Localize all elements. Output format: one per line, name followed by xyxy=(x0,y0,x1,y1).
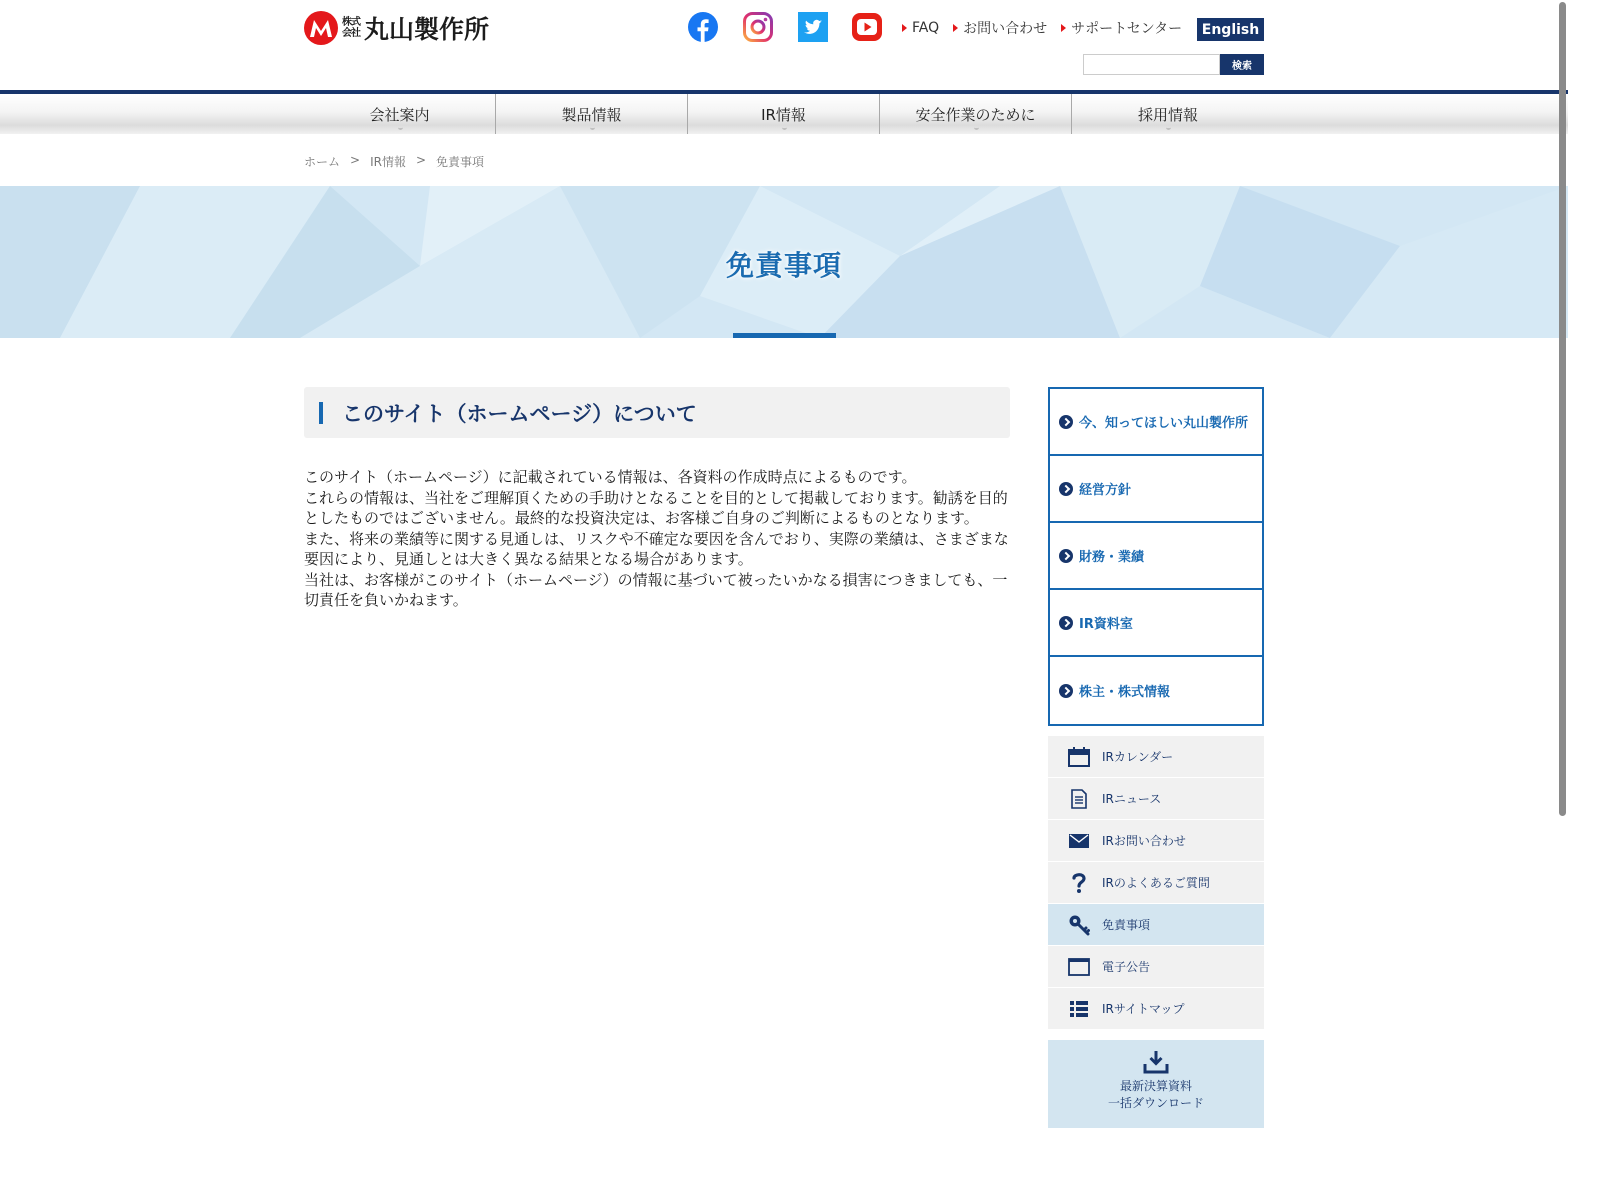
page-scrollbar-track[interactable] xyxy=(1568,0,1600,1200)
chevron-right-icon xyxy=(1059,684,1073,698)
breadcrumb-separator: > xyxy=(415,153,427,167)
chevron-right-icon xyxy=(1059,482,1073,496)
company-logo[interactable] xyxy=(304,10,489,46)
breadcrumb-ir[interactable]: IR情報 xyxy=(370,155,406,169)
sidenav-item-financials[interactable] xyxy=(1050,523,1262,590)
site-header xyxy=(0,0,1568,92)
gnav-item-safety[interactable]: 安全作業のために xyxy=(880,94,1072,134)
page-title: 免責事項 xyxy=(725,249,842,282)
sublink-ir-faq[interactable] xyxy=(1048,862,1264,904)
search-input[interactable] xyxy=(1083,54,1220,75)
sidenav-item-stock-info[interactable] xyxy=(1050,657,1262,724)
list-icon xyxy=(1068,998,1090,1020)
logo-kk-bottom: 会社 xyxy=(342,28,360,39)
download-label-line1: 最新決算資料 xyxy=(1119,1079,1192,1093)
calendar-icon xyxy=(1068,746,1090,768)
breadcrumb-current: 免責事項 xyxy=(436,155,485,169)
sublink-ir-contact[interactable] xyxy=(1048,820,1264,862)
sublink-ir-news[interactable] xyxy=(1048,778,1264,820)
sublink-disclaimer[interactable] xyxy=(1048,904,1264,946)
sidenav-label: 財務・業績 xyxy=(1079,550,1145,565)
page-hero xyxy=(0,186,1568,338)
facebook-icon[interactable] xyxy=(688,12,718,42)
sidenav-label: 今、知ってほしい丸山製作所 xyxy=(1079,416,1249,431)
sublink-label: 免責事項 xyxy=(1102,918,1151,932)
gnav-item-products[interactable]: 製品情報 xyxy=(496,94,688,134)
disclaimer-paragraph: 当社は、お客様がこのサイト（ホームページ）の情報に基づいて被ったいかなる損害につきましても、一切責任を負いかねます。 xyxy=(304,570,1008,609)
window-icon xyxy=(1068,956,1090,978)
logo-mark-icon xyxy=(304,11,338,45)
chevron-right-icon xyxy=(1059,549,1073,563)
instagram-icon[interactable] xyxy=(743,12,773,42)
sublink-ir-sitemap[interactable] xyxy=(1048,988,1264,1030)
breadcrumb xyxy=(304,153,484,170)
disclaimer-paragraph: また、将来の業績等に関する見通しは、リスクや不確定な要因を含んでおり、実際の業績は、さまざまな要因により、見通しとは大きく異なる結果となる場合があります。 xyxy=(304,529,1009,568)
sidenav-label: 株主・株式情報 xyxy=(1079,685,1171,700)
sidenav-label: 経営方針 xyxy=(1079,483,1132,498)
gnav-item-recruit[interactable]: 採用情報 xyxy=(1072,94,1264,134)
download-latest-financials-button[interactable] xyxy=(1048,1040,1264,1128)
sublink-label: IRお問い合わせ xyxy=(1102,834,1186,848)
sublink-label: 電子公告 xyxy=(1102,960,1151,974)
gnav-item-ir[interactable]: IR情報 xyxy=(688,94,880,134)
youtube-icon[interactable] xyxy=(852,12,882,42)
top-utility-links xyxy=(902,18,1182,38)
twitter-icon[interactable] xyxy=(798,12,828,42)
key-icon xyxy=(1068,914,1090,936)
ir-side-nav xyxy=(1048,387,1264,726)
english-button[interactable]: English xyxy=(1197,18,1264,41)
document-icon xyxy=(1068,788,1090,810)
breadcrumb-home[interactable]: ホーム xyxy=(304,155,341,169)
logo-company-name: 丸山製作所 xyxy=(364,15,490,44)
gnav-item-company[interactable]: 会社案内 xyxy=(304,94,496,134)
chevron-right-icon xyxy=(1059,616,1073,630)
page-scrollbar-thumb[interactable] xyxy=(1559,2,1566,816)
section-heading xyxy=(304,387,1010,438)
faq-link[interactable]: FAQ xyxy=(902,18,939,38)
mail-icon xyxy=(1068,830,1090,852)
support-center-link[interactable]: サポートセンター xyxy=(1061,18,1182,38)
sublink-label: IRカレンダー xyxy=(1102,750,1174,764)
logo-kk-top: 株式 xyxy=(342,17,360,28)
sidenav-item-know-maruyama[interactable] xyxy=(1050,389,1262,456)
global-nav xyxy=(0,90,1568,134)
download-label-line2: 一括ダウンロード xyxy=(1107,1096,1204,1110)
sidenav-item-management-policy[interactable] xyxy=(1050,456,1262,523)
sidenav-label: IR資料室 xyxy=(1079,617,1133,632)
sublink-label: IRのよくあるご質問 xyxy=(1102,876,1210,890)
section-heading-text: このサイト（ホームページ）について xyxy=(342,401,697,426)
question-icon xyxy=(1068,872,1090,894)
disclaimer-body xyxy=(304,467,1014,611)
disclaimer-paragraph: これらの情報は、当社をご理解頂くための手助けとなることを目的として掲載しております。勧誘を目的としたものではございません。最終的な投資決定は、お客様ご自身のご判断によるものとなります。 xyxy=(304,488,1008,527)
contact-link[interactable]: お問い合わせ xyxy=(953,18,1047,38)
chevron-right-icon xyxy=(1059,415,1073,429)
sublink-label: IRサイトマップ xyxy=(1102,1002,1185,1016)
sublink-e-notice[interactable] xyxy=(1048,946,1264,988)
disclaimer-paragraph: このサイト（ホームページ）に記載されている情報は、各資料の作成時点によるものです。 xyxy=(304,468,917,486)
sublink-ir-calendar[interactable] xyxy=(1048,736,1264,778)
breadcrumb-separator: > xyxy=(350,153,361,167)
heading-accent-bar xyxy=(319,402,323,424)
search-button[interactable]: 検索 xyxy=(1220,54,1264,75)
ir-sub-links xyxy=(1048,736,1264,1030)
title-underline xyxy=(733,333,836,338)
download-icon xyxy=(1143,1050,1169,1074)
logo-kabushikigaisha xyxy=(342,17,360,39)
sublink-label: IRニュース xyxy=(1102,792,1162,806)
sidenav-item-ir-library[interactable] xyxy=(1050,590,1262,657)
